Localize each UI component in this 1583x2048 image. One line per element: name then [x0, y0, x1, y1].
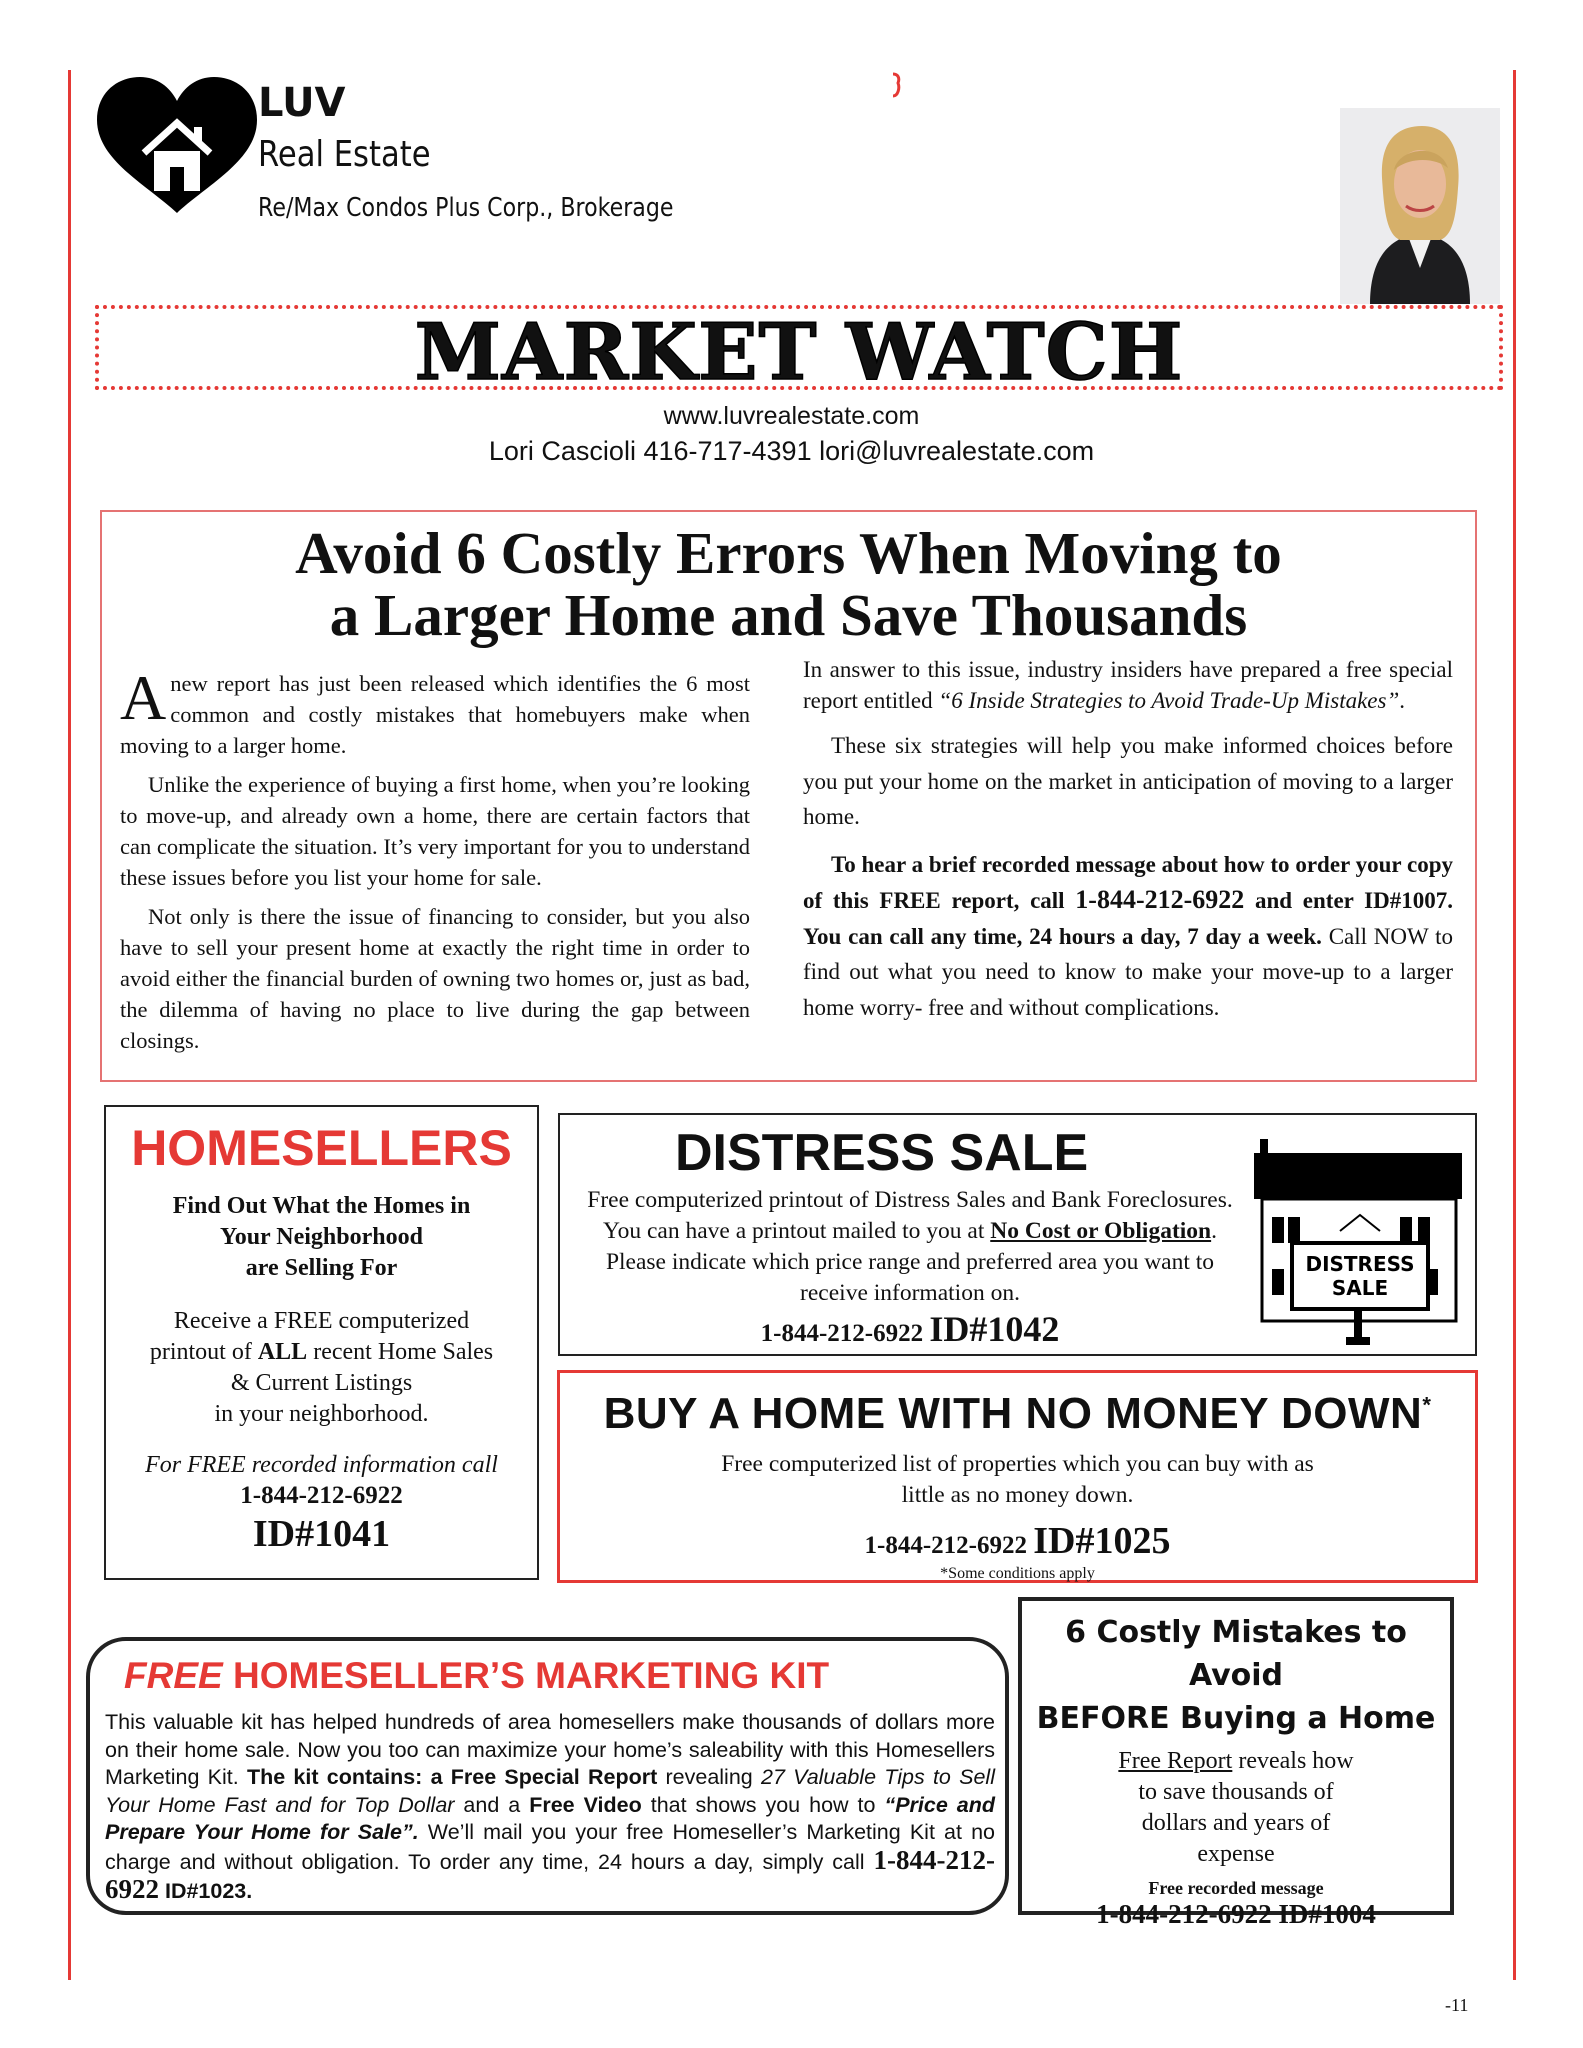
- agent-photo: [1340, 108, 1500, 304]
- page-number: -11: [1445, 1995, 1469, 2015]
- sign-text-line-2: SALE: [1331, 1276, 1389, 1300]
- distress-sale-body: Free computerized printout of Distress Sales and Bank Foreclosures. You can have a printout mailed to you at No Cost or Obligation. Please indicate which price range and preferred area you want to receive information on.: [587, 1187, 1233, 1306]
- conditions-note: *Some conditions apply: [940, 1565, 1095, 1582]
- brand-subtitle: Real Estate: [258, 134, 431, 175]
- red-mark-icon: [892, 70, 901, 100]
- phone-number: 1-844-212-6922: [105, 1844, 995, 1904]
- article-paragraph: In answer to this issue, industry insiders have prepared a free special report entitled “6 Inside Strategies to Avoid Trade-Up Mistakes”.: [803, 657, 1453, 713]
- phone-number: 1-844-212-6922 ID#1004: [1096, 1899, 1376, 1929]
- no-money-down-box: [557, 1370, 1478, 1583]
- marketing-kit-title: FREE HOMESELLER’S MARKETING KIT: [124, 1655, 830, 1696]
- drop-cap: A: [120, 662, 167, 733]
- marketing-kit-body: This valuable kit has helped hundreds of area homesellers make thousands of dollars more on their home sale. Now you too can maximize your home’s saleability with this Homesellers Marketing Kit. The kit contains: a Free Special Report revealing 27 Valuable Tips to Sell Your Home Fast and for Top Dollar and a Free Video that shows you how to “Price and Prepare Your Home for Sale”. We’ll mail you your free Homeseller’s Marketing Kit at no charge and without obligation. To order any time, 24 hours a day, simply call 1-844-212-6922 ID#1023.: [105, 1710, 995, 1904]
- homesellers-call-text: For FREE recorded information call: [145, 1452, 498, 1478]
- homesellers-title: HOMESELLERS: [131, 1120, 512, 1176]
- no-money-down-title: BUY A HOME WITH NO MONEY DOWN*: [603, 1389, 1432, 1438]
- article-paragraph: Unlike the experience of buying a first home, when you’re looking to move-up, and already own a home, there are certain factors that can complicate the situation. It’s very important for you to understand these issues before you list your home for sale.: [120, 772, 750, 890]
- listing-id: ID#1023.: [159, 1879, 253, 1903]
- listing-id: ID#1042: [929, 1309, 1060, 1349]
- distress-sale-title: DISTRESS SALE: [675, 1124, 1089, 1182]
- listing-id: ID#1025: [1033, 1520, 1171, 1562]
- no-money-down-body: Free computerized list of properties which you can buy with as little as no money down.: [721, 1451, 1314, 1508]
- article-paragraph: These six strategies will help you make informed choices before you put your home on the market in anticipation of moving to a larger home.: [803, 733, 1453, 829]
- contact-line: Lori Cascioli 416-717-4391 lori@luvrealestate.com: [488, 436, 1095, 466]
- no-money-down-phone: 1-844-212-6922 ID#1025: [864, 1520, 1171, 1562]
- article-column-left: [120, 662, 750, 1064]
- right-margin-line: [1513, 70, 1516, 1980]
- phone-number: 1-844-212-6922: [1075, 885, 1245, 914]
- distress-sale-box: [558, 1113, 1477, 1356]
- article-paragraph: Not only is there the issue of financing to consider, but you also have to sell your present home at exactly the right time in order to avoid either the financial burden of owning two homes or, just as bad, the dilemma of having no place to live during the gap between closings.: [120, 904, 750, 1053]
- left-margin-line: [68, 70, 71, 1980]
- distress-house-icon: [1250, 1135, 1470, 1350]
- phone-number: 1-844-212-6922: [240, 1482, 403, 1509]
- recorded-message-label: Free recorded message: [1148, 1878, 1324, 1898]
- website-link[interactable]: www.luvrealestate.com: [663, 402, 920, 430]
- masthead-title: MARKET WATCH: [414, 307, 1184, 398]
- homesellers-body: Receive a FREE computerized printout of ALL recent Home Sales & Current Listings in your neighborhood.: [149, 1308, 494, 1427]
- costly-mistakes-title: 6 Costly Mistakes to Avoid BEFORE Buying a Home: [1036, 1615, 1436, 1736]
- headline-line-2: a Larger Home and Save Thousands: [329, 582, 1248, 648]
- listing-id: ID#1041: [252, 1513, 391, 1555]
- homesellers-subtitle: Find Out What the Homes in Your Neighborhood are Selling For: [172, 1193, 471, 1281]
- costly-mistakes-body: Free Report reveals how to save thousands of dollars and years of expense: [1118, 1748, 1354, 1867]
- headline-line-1: Avoid 6 Costly Errors When Moving to: [295, 520, 1282, 586]
- report-title: “6 Inside Strategies to Avoid Trade-Up Mistakes”: [938, 688, 1400, 713]
- distress-phone: 1-844-212-6922 ID#1042: [760, 1309, 1060, 1349]
- brokerage-name: Re/Max Condos Plus Corp., Brokerage: [258, 193, 674, 223]
- heart-house-logo-icon: [92, 75, 262, 215]
- article-paragraph: Anew report has just been released which identifies the 6 most common and costly mistakes that homebuyers make when moving to a larger home.: [120, 662, 750, 758]
- sign-text-line-1: DISTRESS: [1305, 1252, 1415, 1276]
- article-call-to-action: To hear a brief recorded message about how to order your copy of this FREE report, call 1-844-212-6922 and enter ID#1007. You can call any time, 24 hours a day, 7 day a week. Call NOW to find out what you need to know to make your move-up to a larger home worry- free and without complications.: [803, 851, 1453, 1020]
- article-column-right: [803, 654, 1453, 1037]
- costly-mistakes-box: [1018, 1597, 1454, 1929]
- article-headline: [100, 522, 1477, 646]
- brand-name: LUV: [258, 80, 346, 126]
- homesellers-box: [104, 1105, 539, 1580]
- marketing-kit-box: [86, 1637, 1009, 1915]
